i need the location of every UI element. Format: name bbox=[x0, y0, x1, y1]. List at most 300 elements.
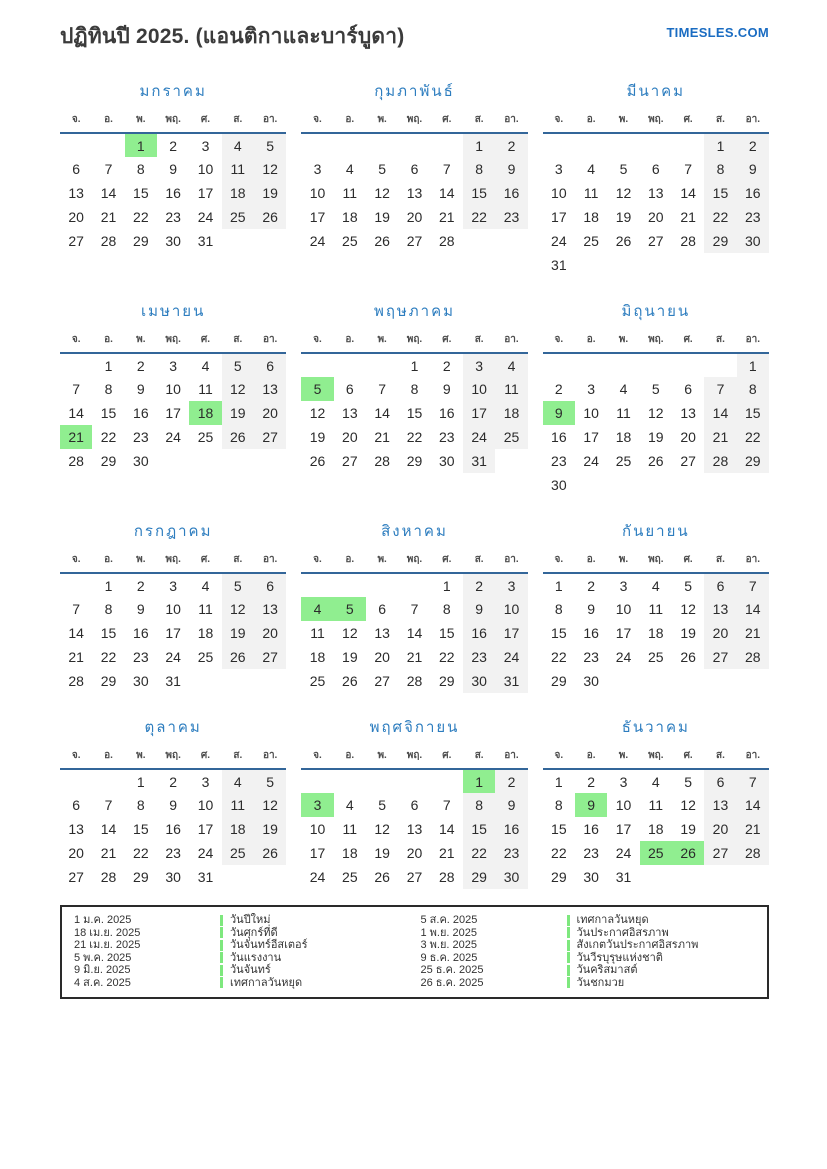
weekday-label: พฤ. bbox=[165, 750, 181, 761]
week-row bbox=[543, 353, 769, 377]
day-cell: 24 bbox=[615, 649, 632, 665]
day-cell: 13 bbox=[254, 377, 286, 401]
week-row bbox=[60, 865, 286, 889]
day-cell: 28 bbox=[439, 233, 455, 249]
day-cell: 16 bbox=[583, 821, 599, 837]
day-cell: 24 bbox=[583, 453, 599, 469]
day-cell: 29 bbox=[704, 229, 736, 253]
weekday-label: ส. bbox=[474, 334, 484, 345]
day-cell: 10 bbox=[309, 821, 326, 837]
day-cell: 18 bbox=[342, 209, 358, 225]
empty-cell bbox=[737, 473, 769, 497]
day-cell: 24 bbox=[197, 209, 214, 225]
weekday-label: อ. bbox=[586, 554, 596, 565]
day-cell: 10 bbox=[197, 797, 214, 813]
day-cell: 25 bbox=[342, 233, 358, 249]
weekday-label: อา. bbox=[504, 554, 519, 565]
week-row bbox=[60, 645, 286, 669]
day-cell: 14 bbox=[100, 185, 117, 201]
day-cell: 11 bbox=[495, 377, 527, 401]
day-cell: 20 bbox=[254, 621, 286, 645]
month-card bbox=[543, 79, 769, 277]
empty-cell bbox=[222, 229, 254, 253]
day-cell: 10 bbox=[197, 161, 214, 177]
day-cell: 8 bbox=[136, 797, 145, 813]
day-cell: 23 bbox=[165, 209, 181, 225]
legend-item bbox=[74, 964, 411, 977]
day-cell: 20 bbox=[406, 845, 423, 861]
empty-cell bbox=[222, 865, 254, 889]
day-cell: 26 bbox=[342, 673, 358, 689]
day-cell: 27 bbox=[68, 869, 84, 885]
day-cell: 25 bbox=[615, 453, 632, 469]
empty-cell bbox=[92, 133, 124, 157]
month-table bbox=[301, 748, 527, 889]
week-row bbox=[60, 817, 286, 841]
day-cell: 31 bbox=[197, 869, 214, 885]
empty-cell bbox=[254, 865, 286, 889]
day-cell: 1 bbox=[737, 353, 769, 377]
empty-cell bbox=[60, 353, 92, 377]
legend-holiday-name: วันวีรบุรุษแห่งชาติ bbox=[576, 951, 663, 964]
weekday-label: อ. bbox=[345, 750, 355, 761]
empty-cell bbox=[366, 769, 398, 793]
weekday-label: อ. bbox=[345, 554, 355, 565]
empty-cell bbox=[60, 769, 92, 793]
weekday-label: อา. bbox=[745, 554, 760, 565]
day-cell: 21 bbox=[406, 649, 423, 665]
empty-cell bbox=[301, 133, 333, 157]
day-cell: 16 bbox=[495, 817, 527, 841]
empty-cell bbox=[334, 573, 366, 597]
day-cell: 19 bbox=[254, 181, 286, 205]
day-cell: 30 bbox=[165, 869, 181, 885]
day-cell: 16 bbox=[133, 405, 149, 421]
month-card bbox=[301, 715, 527, 889]
day-cell: 13 bbox=[68, 821, 84, 837]
holiday-tick-icon bbox=[567, 965, 570, 976]
week-row bbox=[301, 769, 527, 793]
legend-date: 1 ม.ค. 2025 bbox=[74, 914, 132, 926]
empty-cell bbox=[334, 133, 366, 157]
day-cell: 24 bbox=[463, 425, 495, 449]
day-cell: 13 bbox=[648, 185, 664, 201]
day-cell: 3 bbox=[169, 357, 178, 374]
day-cell: 1 bbox=[104, 577, 113, 594]
weekday-label: จ. bbox=[554, 554, 564, 565]
day-cell: 6 bbox=[254, 353, 286, 377]
week-row bbox=[60, 401, 286, 425]
day-cell: 29 bbox=[100, 673, 117, 689]
day-cell: 20 bbox=[680, 429, 696, 445]
day-cell: 2 bbox=[169, 773, 178, 790]
day-cell: 17 bbox=[197, 821, 214, 837]
day-cell: 28 bbox=[704, 449, 736, 473]
day-cell: 5 bbox=[619, 161, 628, 177]
day-cell: 5 bbox=[301, 377, 333, 401]
day-cell: 28 bbox=[680, 233, 696, 249]
day-cell: 8 bbox=[554, 797, 563, 813]
weekday-label: ส. bbox=[474, 750, 484, 761]
holiday-tick-icon bbox=[567, 927, 570, 938]
day-cell: 14 bbox=[100, 821, 117, 837]
empty-cell bbox=[189, 449, 221, 473]
weekday-label: อ. bbox=[586, 334, 596, 345]
page-header bbox=[60, 18, 769, 53]
day-cell: 12 bbox=[342, 625, 358, 641]
weekday-label: พ. bbox=[377, 114, 387, 125]
day-cell: 3 bbox=[201, 773, 210, 790]
day-cell: 11 bbox=[342, 821, 358, 837]
day-cell: 11 bbox=[310, 625, 325, 641]
week-row bbox=[301, 229, 527, 253]
day-cell: 26 bbox=[222, 645, 254, 669]
month-title: สิงหาคม bbox=[381, 523, 448, 540]
day-cell: 23 bbox=[439, 429, 455, 445]
day-cell: 15 bbox=[100, 625, 117, 641]
weekday-label: จ. bbox=[554, 334, 564, 345]
day-cell: 27 bbox=[342, 453, 358, 469]
day-cell: 26 bbox=[374, 869, 390, 885]
empty-cell bbox=[737, 865, 769, 889]
week-row bbox=[543, 377, 769, 401]
legend-holiday-name: เทศกาลวันหยุด bbox=[230, 976, 303, 989]
month-card bbox=[543, 715, 769, 889]
empty-cell bbox=[575, 473, 607, 497]
weekday-label: พฤ. bbox=[648, 114, 664, 125]
day-cell: 8 bbox=[136, 161, 145, 177]
day-cell: 10 bbox=[165, 601, 181, 617]
day-cell: 7 bbox=[684, 161, 693, 177]
day-cell: 11 bbox=[648, 797, 664, 813]
day-cell: 26 bbox=[254, 841, 286, 865]
day-cell: 27 bbox=[254, 425, 286, 449]
day-cell: 11 bbox=[222, 793, 254, 817]
week-row bbox=[543, 401, 769, 425]
day-cell: 25 bbox=[648, 649, 664, 665]
week-row bbox=[301, 865, 527, 889]
day-cell: 24 bbox=[197, 845, 214, 861]
day-cell: 20 bbox=[254, 401, 286, 425]
day-cell: 2 bbox=[587, 577, 596, 594]
day-cell: 25 bbox=[222, 205, 254, 229]
empty-cell bbox=[254, 449, 286, 473]
day-cell: 7 bbox=[737, 573, 769, 597]
day-cell: 14 bbox=[68, 625, 84, 641]
weekday-label: ศ. bbox=[442, 554, 452, 565]
day-cell: 6 bbox=[410, 797, 419, 813]
week-row bbox=[543, 253, 769, 277]
day-cell: 2 bbox=[442, 357, 451, 374]
week-row bbox=[543, 133, 769, 157]
week-row bbox=[60, 181, 286, 205]
day-cell: 15 bbox=[737, 401, 769, 425]
week-row bbox=[301, 377, 527, 401]
weekday-label: พฤ. bbox=[406, 334, 423, 345]
day-cell: 8 bbox=[104, 381, 113, 397]
legend-holiday-name: วันจันทร์ bbox=[230, 964, 271, 976]
day-cell: 8 bbox=[442, 601, 451, 617]
week-row bbox=[301, 573, 527, 597]
day-cell: 27 bbox=[374, 673, 390, 689]
empty-cell bbox=[398, 573, 430, 597]
legend-item bbox=[74, 939, 411, 952]
empty-cell bbox=[543, 353, 575, 377]
weekday-label: อ. bbox=[104, 750, 113, 761]
day-cell: 31 bbox=[551, 257, 567, 273]
weekday-label: พ. bbox=[618, 114, 629, 125]
week-row bbox=[543, 817, 769, 841]
day-cell: 29 bbox=[737, 449, 769, 473]
legend-date: 5 พ.ค. 2025 bbox=[74, 951, 132, 964]
day-cell: 17 bbox=[551, 209, 567, 225]
day-cell: 1 bbox=[125, 133, 157, 157]
legend-date: 18 เม.ย. 2025 bbox=[74, 926, 141, 939]
weekday-label: จ. bbox=[71, 114, 81, 125]
day-cell: 16 bbox=[133, 625, 149, 641]
weekday-label: จ. bbox=[313, 334, 322, 345]
weekday-label: ส. bbox=[474, 554, 484, 565]
week-row bbox=[301, 597, 527, 621]
empty-cell bbox=[398, 769, 430, 793]
week-row bbox=[543, 449, 769, 473]
week-row bbox=[543, 841, 769, 865]
day-cell: 17 bbox=[615, 821, 632, 837]
weekday-label: พ. bbox=[618, 334, 629, 345]
weekday-label: ส. bbox=[716, 334, 725, 345]
day-cell: 23 bbox=[463, 645, 495, 669]
day-cell: 19 bbox=[680, 821, 696, 837]
week-row bbox=[60, 573, 286, 597]
weekday-label: พฤ. bbox=[165, 334, 181, 345]
weekday-label: ศ. bbox=[683, 114, 693, 125]
week-row bbox=[543, 669, 769, 693]
empty-cell bbox=[157, 449, 189, 473]
week-row bbox=[543, 645, 769, 669]
empty-cell bbox=[640, 865, 672, 889]
day-cell: 2 bbox=[495, 133, 527, 157]
day-cell: 18 bbox=[189, 401, 221, 425]
weekday-label: อา. bbox=[262, 334, 278, 345]
empty-cell bbox=[334, 769, 366, 793]
day-cell: 18 bbox=[648, 821, 664, 837]
weekday-label: อ. bbox=[104, 554, 113, 565]
day-cell: 31 bbox=[495, 669, 527, 693]
day-cell: 1 bbox=[410, 357, 419, 374]
empty-cell bbox=[301, 573, 333, 597]
day-cell: 8 bbox=[737, 377, 769, 401]
week-row bbox=[543, 473, 769, 497]
day-cell: 20 bbox=[68, 845, 84, 861]
empty-cell bbox=[366, 573, 398, 597]
empty-cell bbox=[495, 229, 527, 253]
day-cell: 15 bbox=[406, 405, 423, 421]
empty-cell bbox=[672, 353, 704, 377]
day-cell: 19 bbox=[648, 429, 664, 445]
day-cell: 21 bbox=[737, 817, 769, 841]
day-cell: 16 bbox=[165, 185, 181, 201]
weekday-label: ส. bbox=[233, 114, 243, 125]
day-cell: 12 bbox=[615, 185, 632, 201]
day-cell: 12 bbox=[222, 597, 254, 621]
month-card bbox=[301, 79, 527, 253]
weekday-label: อา. bbox=[745, 114, 760, 125]
day-cell: 29 bbox=[463, 865, 495, 889]
day-cell: 25 bbox=[197, 429, 214, 445]
day-cell: 30 bbox=[165, 233, 181, 249]
empty-cell bbox=[737, 669, 769, 693]
weekday-label: อา. bbox=[745, 750, 760, 761]
legend-item bbox=[421, 939, 758, 952]
site-link[interactable]: TIMESLES.COM bbox=[666, 25, 769, 40]
day-cell: 26 bbox=[680, 649, 696, 665]
day-cell: 6 bbox=[72, 161, 81, 177]
legend-date: 9 มิ.ย. 2025 bbox=[74, 964, 131, 976]
day-cell: 18 bbox=[495, 401, 527, 425]
day-cell: 22 bbox=[133, 845, 149, 861]
day-cell: 10 bbox=[495, 597, 527, 621]
week-row bbox=[543, 865, 769, 889]
holiday-legend bbox=[60, 905, 769, 999]
day-cell: 10 bbox=[615, 601, 632, 617]
month-title: ตุลาคม bbox=[144, 719, 202, 736]
day-cell: 16 bbox=[439, 405, 455, 421]
day-cell: 9 bbox=[737, 157, 769, 181]
day-cell: 7 bbox=[737, 769, 769, 793]
day-cell: 3 bbox=[619, 773, 628, 790]
day-cell: 10 bbox=[615, 797, 632, 813]
day-cell: 2 bbox=[495, 769, 527, 793]
empty-cell bbox=[672, 253, 704, 277]
legend-item bbox=[421, 927, 758, 940]
day-cell: 7 bbox=[410, 601, 419, 617]
legend-item bbox=[74, 914, 411, 927]
day-cell: 9 bbox=[575, 793, 607, 817]
day-cell: 5 bbox=[254, 769, 286, 793]
day-cell: 22 bbox=[100, 429, 117, 445]
weekday-label: อ. bbox=[104, 114, 113, 125]
day-cell: 4 bbox=[345, 161, 354, 177]
holiday-tick-icon bbox=[220, 927, 223, 938]
weekday-label: ส. bbox=[474, 114, 484, 125]
day-cell: 15 bbox=[704, 181, 736, 205]
day-cell: 11 bbox=[198, 601, 213, 617]
month-title: เมษายน bbox=[140, 303, 206, 320]
day-cell: 22 bbox=[551, 845, 567, 861]
day-cell: 11 bbox=[198, 381, 213, 397]
day-cell: 2 bbox=[737, 133, 769, 157]
day-cell: 12 bbox=[374, 821, 390, 837]
day-cell: 10 bbox=[309, 185, 326, 201]
month-card bbox=[301, 299, 527, 473]
month-title: มิถุนายน bbox=[621, 303, 691, 320]
day-cell: 17 bbox=[165, 405, 181, 421]
empty-cell bbox=[431, 133, 463, 157]
week-row bbox=[543, 157, 769, 181]
weekday-label: อา. bbox=[504, 114, 519, 125]
day-cell: 14 bbox=[680, 185, 696, 201]
weekday-label: ศ. bbox=[442, 750, 452, 761]
day-cell: 29 bbox=[551, 673, 567, 689]
weekday-label: ศ. bbox=[683, 750, 693, 761]
day-cell: 7 bbox=[442, 161, 451, 177]
day-cell: 30 bbox=[583, 673, 599, 689]
day-cell: 4 bbox=[222, 133, 254, 157]
day-cell: 11 bbox=[583, 185, 599, 201]
day-cell: 5 bbox=[254, 133, 286, 157]
day-cell: 17 bbox=[495, 621, 527, 645]
legend-holiday-name: สังเกตวันประกาศอิสรภาพ bbox=[576, 939, 699, 951]
day-cell: 20 bbox=[374, 649, 390, 665]
day-cell: 8 bbox=[463, 793, 495, 817]
day-cell: 3 bbox=[587, 381, 596, 397]
day-cell: 6 bbox=[651, 161, 660, 177]
day-cell: 3 bbox=[169, 577, 178, 594]
weekday-label: จ. bbox=[71, 750, 81, 761]
weekday-label: อ. bbox=[345, 114, 355, 125]
legend-date: 25 ธ.ค. 2025 bbox=[420, 964, 484, 976]
day-cell: 7 bbox=[704, 377, 736, 401]
day-cell: 22 bbox=[704, 205, 736, 229]
legend-item bbox=[421, 914, 758, 927]
week-row bbox=[60, 669, 286, 693]
legend-date: 9 ธ.ค. 2025 bbox=[420, 951, 478, 964]
day-cell: 3 bbox=[619, 577, 628, 594]
day-cell: 12 bbox=[648, 405, 664, 421]
day-cell: 3 bbox=[463, 353, 495, 377]
day-cell: 2 bbox=[169, 137, 178, 154]
day-cell: 30 bbox=[133, 453, 149, 469]
month-card bbox=[543, 299, 769, 497]
day-cell: 23 bbox=[133, 429, 149, 445]
legend-column bbox=[421, 914, 758, 989]
day-cell: 28 bbox=[439, 869, 455, 885]
legend-holiday-name: วันจันทร์อีสเตอร์ bbox=[230, 939, 308, 951]
month-table bbox=[543, 332, 769, 497]
day-cell: 30 bbox=[551, 477, 567, 493]
empty-cell bbox=[607, 253, 639, 277]
week-row bbox=[301, 181, 527, 205]
day-cell: 22 bbox=[737, 425, 769, 449]
legend-holiday-name: วันแรงงาน bbox=[230, 951, 282, 964]
week-row bbox=[301, 793, 527, 817]
day-cell: 21 bbox=[439, 209, 455, 225]
weekday-label: อ. bbox=[104, 334, 113, 345]
day-cell: 28 bbox=[374, 453, 390, 469]
day-cell: 31 bbox=[463, 449, 495, 473]
day-cell: 14 bbox=[374, 405, 390, 421]
day-cell: 14 bbox=[439, 185, 455, 201]
month-card bbox=[60, 79, 286, 253]
day-cell: 23 bbox=[495, 205, 527, 229]
day-cell: 18 bbox=[583, 209, 599, 225]
day-cell: 4 bbox=[222, 769, 254, 793]
weekday-label: พ. bbox=[377, 554, 387, 565]
empty-cell bbox=[495, 449, 527, 473]
legend-item bbox=[74, 927, 411, 940]
week-row bbox=[301, 841, 527, 865]
day-cell: 23 bbox=[583, 845, 599, 861]
day-cell: 15 bbox=[133, 821, 149, 837]
empty-cell bbox=[463, 229, 495, 253]
legend-column bbox=[74, 914, 411, 989]
day-cell: 20 bbox=[406, 209, 423, 225]
day-cell: 19 bbox=[374, 845, 390, 861]
day-cell: 13 bbox=[68, 185, 84, 201]
empty-cell bbox=[704, 473, 736, 497]
month-table bbox=[301, 112, 527, 253]
day-cell: 31 bbox=[165, 673, 181, 689]
